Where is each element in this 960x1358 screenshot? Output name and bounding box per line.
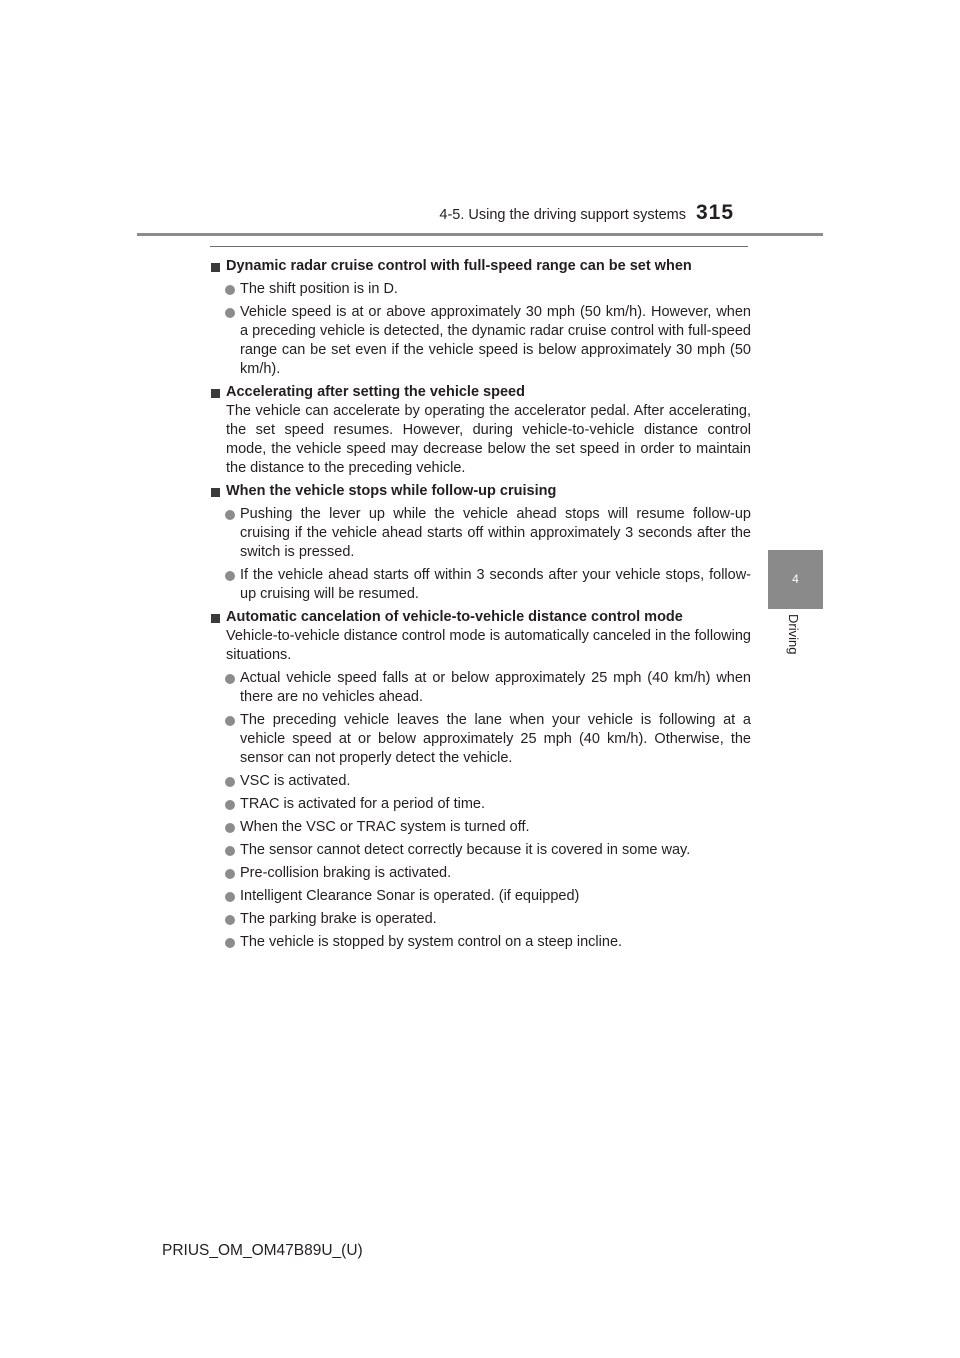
list-item [211, 280, 751, 299]
circle-bullet-icon [225, 571, 235, 581]
circle-bullet-icon [225, 823, 235, 833]
header-section-title: 4-5. Using the driving support systems [439, 207, 686, 223]
list-item-text: The parking brake is operated. [240, 911, 437, 927]
section-paragraph: Vehicle-to-vehicle distance control mode is automatically canceled in the following situations. [226, 628, 751, 663]
list-item [211, 795, 751, 814]
list-item [211, 505, 751, 562]
list-item [211, 887, 751, 906]
section-heading-text: Automatic cancelation of vehicle-to-vehicle distance control mode [226, 609, 683, 625]
chapter-tab-label [786, 614, 804, 674]
circle-bullet-icon [225, 869, 235, 879]
list-item [211, 669, 751, 707]
page-number: 315 [696, 201, 735, 224]
circle-bullet-icon [225, 915, 235, 925]
circle-bullet-icon [225, 892, 235, 902]
list-item-text: Intelligent Clearance Sonar is operated. (if equipped) [240, 888, 580, 904]
list-item-text: The vehicle is stopped by system control on a steep incline. [240, 934, 623, 950]
circle-bullet-icon [225, 846, 235, 856]
square-bullet-icon [211, 263, 220, 272]
section-heading-text: When the vehicle stops while follow-up cruising [226, 483, 557, 499]
circle-bullet-icon [225, 716, 235, 726]
list-item-text: The sensor cannot detect correctly because it is covered in some way. [240, 842, 691, 858]
circle-bullet-icon [225, 285, 235, 295]
list-item [211, 772, 751, 791]
list-item [211, 711, 751, 768]
list-item-text: If the vehicle ahead starts off within 3 seconds after your vehicle stops, follow-up cruising will be resumed. [240, 567, 751, 602]
list-item-text: VSC is activated. [240, 773, 351, 789]
list-item-text: When the VSC or TRAC system is turned off. [240, 819, 530, 835]
list-item [211, 566, 751, 604]
section-heading-text: Dynamic radar cruise control with full-speed range can be set when [226, 258, 692, 274]
section-heading [211, 482, 751, 501]
circle-bullet-icon [225, 510, 235, 520]
list-item [211, 864, 751, 883]
square-bullet-icon [211, 614, 220, 623]
list-item-text: The preceding vehicle leaves the lane when your vehicle is following at a vehicle speed at or below approximately 25 mph (40 km/h). Otherwise, the sensor can not properly detect the vehicle. [240, 712, 751, 766]
chapter-tab-label-text: Driving [786, 614, 801, 655]
footer-document-code: PRIUS_OM_OM47B89U_(U) [162, 1242, 363, 1259]
list-item-text: Actual vehicle speed falls at or below approximately 25 mph (40 km/h) when there are no vehicles ahead. [240, 670, 751, 705]
section-heading [211, 608, 751, 627]
content-divider [210, 246, 748, 247]
section-paragraph: The vehicle can accelerate by operating the accelerator pedal. After accelerating, the set speed resumes. However, during vehicle-to-vehicle distance control mode, the vehicle speed may decrease below the set speed in order to maintain the distance to the preceding vehicle. [226, 403, 751, 476]
chapter-tab-number: 4 [768, 550, 823, 609]
section-heading [211, 257, 751, 276]
section-heading-text: Accelerating after setting the vehicle speed [226, 384, 525, 400]
list-item-text: Pushing the lever up while the vehicle ahead stops will resume follow-up cruising if the vehicle ahead starts off within approximately 3 seconds after the switch is pressed. [240, 506, 751, 560]
list-item [211, 910, 751, 929]
circle-bullet-icon [225, 938, 235, 948]
circle-bullet-icon [225, 800, 235, 810]
header-divider [137, 233, 823, 236]
page-content [211, 253, 751, 952]
list-item [211, 818, 751, 837]
section-heading [211, 383, 751, 402]
square-bullet-icon [211, 488, 220, 497]
list-item [211, 841, 751, 860]
list-item-text: Pre-collision braking is activated. [240, 865, 452, 881]
list-item [211, 303, 751, 379]
circle-bullet-icon [225, 674, 235, 684]
circle-bullet-icon [225, 308, 235, 318]
list-item-text: Vehicle speed is at or above approximately 30 mph (50 km/h). However, when a preceding vehicle is detected, the dynamic radar cruise control with full-speed range can be set even if the vehicle speed is below approximately 30 mph (50 km/h). [240, 304, 751, 377]
list-item [211, 933, 751, 952]
circle-bullet-icon [225, 777, 235, 787]
list-item-text: The shift position is in D. [240, 281, 398, 297]
list-item-text: TRAC is activated for a period of time. [240, 796, 485, 812]
square-bullet-icon [211, 389, 220, 398]
